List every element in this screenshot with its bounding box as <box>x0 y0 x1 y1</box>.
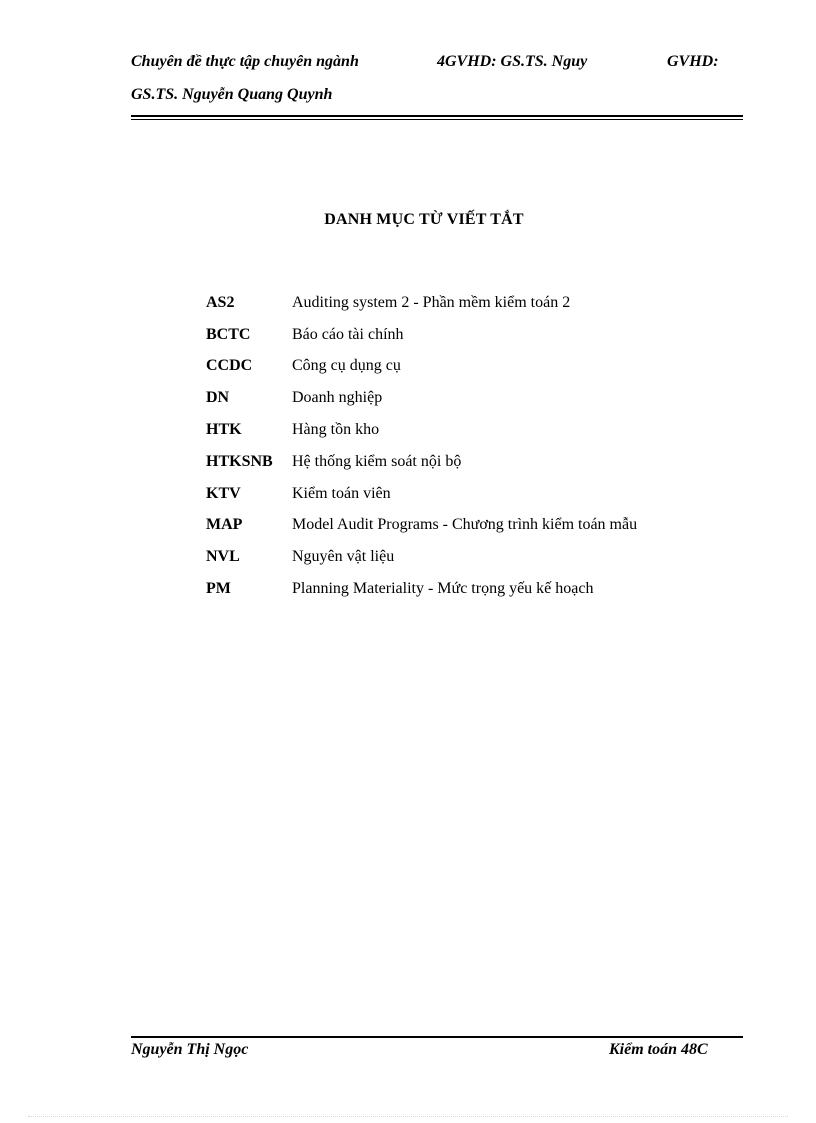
footer-author: Nguyễn Thị Ngọc <box>131 1041 249 1058</box>
abbreviation-description: Công cụ dụng cụ <box>292 357 401 375</box>
header-advisor-short <box>437 53 587 71</box>
abbreviation-code: MAP <box>206 516 243 534</box>
abbreviation-list <box>206 287 637 605</box>
abbreviation-code: HTK <box>206 421 242 439</box>
abbreviation-code: HTKSNB <box>206 452 273 470</box>
abbreviation-code: KTV <box>206 484 241 502</box>
abbreviation-description: Model Audit Programs - Chương trình kiểm toán mẫu <box>292 516 638 534</box>
header-rule-thin <box>131 119 743 120</box>
footer-rule <box>131 1036 743 1038</box>
list-item <box>206 382 637 414</box>
header-course-title: Chuyên đề thực tập chuyên ngành <box>131 53 359 70</box>
header-advisor-name: GS.TS. Nguyễn Quang Quynh <box>131 86 333 103</box>
header-advisor-prefix: 4 <box>437 53 445 70</box>
abbreviation-code: AS2 <box>206 293 235 311</box>
abbreviation-code: PM <box>206 580 231 598</box>
list-item <box>206 573 637 605</box>
abbreviation-code: CCDC <box>206 357 253 375</box>
footer-class: Kiểm toán 48C <box>609 1041 708 1058</box>
header-advisor-label: GVHD: <box>667 53 719 70</box>
list-item <box>206 287 637 319</box>
abbreviation-description: Hệ thống kiểm soát nội bộ <box>292 452 462 470</box>
abbreviation-description: Planning Materiality - Mức trọng yếu kế hoạch <box>292 580 594 598</box>
list-item <box>206 541 637 573</box>
abbreviation-description: Kiểm toán viên <box>292 484 391 502</box>
header-rule-thick <box>131 115 743 117</box>
page-bottom-divider <box>28 1116 788 1117</box>
abbreviation-description: Doanh nghiệp <box>292 389 383 407</box>
page-title: DANH MỤC TỪ VIẾT TẮT <box>324 211 524 228</box>
list-item <box>206 319 637 351</box>
list-item <box>206 478 637 510</box>
abbreviation-code: BCTC <box>206 325 251 343</box>
list-item <box>206 351 637 383</box>
header-advisor-text: GVHD: GS.TS. Nguy <box>445 53 588 70</box>
abbreviation-description: Nguyên vật liệu <box>292 548 395 566</box>
abbreviation-description: Auditing system 2 - Phần mềm kiểm toán 2 <box>292 293 571 311</box>
list-item <box>206 414 637 446</box>
list-item <box>206 510 637 542</box>
abbreviation-description: Hàng tồn kho <box>292 421 380 439</box>
abbreviation-description: Báo cáo tài chính <box>292 325 404 343</box>
abbreviation-code: NVL <box>206 548 240 566</box>
abbreviation-code: DN <box>206 389 230 407</box>
list-item <box>206 446 637 478</box>
